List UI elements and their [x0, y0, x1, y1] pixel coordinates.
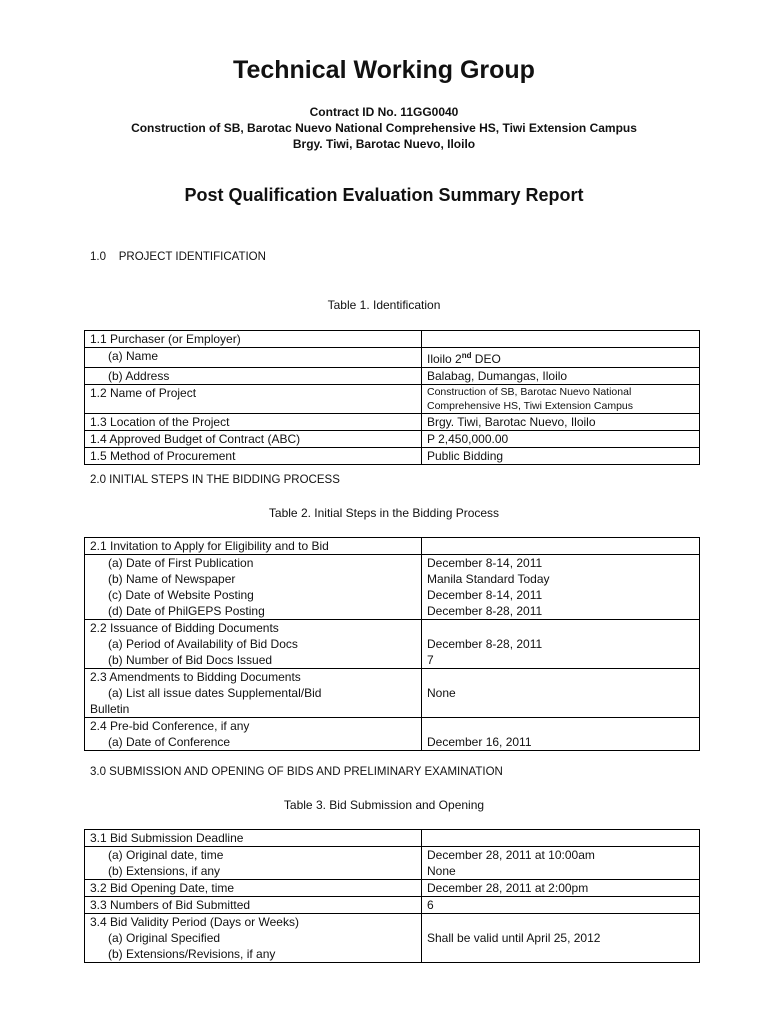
availability-label: (a) Period of Availability of Bid Docs [108, 637, 298, 651]
conference-value: December 16, 2011 [422, 718, 700, 751]
abc-value: P 2,450,000.00 [422, 431, 700, 448]
first-publication-label: (a) Date of First Publication [108, 556, 254, 570]
opening-label: 3.2 Bid Opening Date, time [85, 880, 422, 897]
deadline-label: 3.1 Bid Submission Deadline [85, 830, 422, 847]
validity-label: 3.4 Bid Validity Period (Days or Weeks) [90, 915, 299, 929]
table-row [85, 385, 700, 414]
location-value: Brgy. Tiwi, Barotac Nuevo, Iloilo [422, 414, 700, 431]
table-row [85, 555, 700, 620]
purchaser-label: 1.1 Purchaser (or Employer) [85, 331, 422, 348]
issuance-labels [85, 620, 422, 669]
name-label: (a) Name [85, 348, 422, 368]
contract-id: Contract ID No. 11GG0040 [309, 105, 459, 119]
extensions-value: None [427, 864, 456, 878]
philgeps-posting-label: (d) Date of PhilGEPS Posting [108, 604, 265, 618]
name-value-text: Iloilo 2 [427, 352, 462, 366]
issuance-values [422, 620, 700, 669]
table-row [85, 830, 700, 847]
table-row [85, 718, 700, 751]
prebid-label: 2.4 Pre-bid Conference, if any [90, 719, 250, 733]
conference-label: (a) Date of Conference [108, 735, 231, 749]
website-posting-label: (c) Date of Website Posting [108, 588, 254, 602]
table-3-caption: Table 3. Bid Submission and Opening [283, 798, 485, 812]
report-title: Post Qualification Evaluation Summary Report [184, 185, 584, 205]
philgeps-posting-value: December 8-28, 2011 [427, 604, 543, 618]
table-row [85, 448, 700, 465]
table-1-caption: Table 1. Identification [327, 298, 441, 312]
table-row [85, 331, 700, 348]
deadline-details-values [422, 847, 700, 880]
empty-cell [422, 538, 700, 555]
validity-labels [85, 914, 422, 963]
name-value-suffix: DEO [471, 352, 501, 366]
project-line: Construction of SB, Barotac Nuevo National Comprehensive HS, Tiwi Extension Campus [131, 121, 637, 135]
table-row [85, 620, 700, 669]
empty-cell [422, 331, 700, 348]
revisions-label: (b) Extensions/Revisions, if any [108, 947, 276, 961]
project-name-label: 1.2 Name of Project [85, 385, 422, 414]
project-name-value: Construction of SB, Barotac Nuevo National Comprehensive HS, Tiwi Extension Campus [422, 385, 700, 414]
table-row [85, 914, 700, 963]
table-row [85, 880, 700, 897]
supplemental-value: None [422, 669, 700, 718]
table-row [85, 669, 700, 718]
website-posting-value: December 8-14, 2011 [427, 588, 543, 602]
specified-value: Shall be valid until April 25, 2012 [422, 914, 700, 963]
opening-value: December 28, 2011 at 2:00pm [422, 880, 700, 897]
prebid-labels [85, 718, 422, 751]
docs-issued-value: 7 [427, 653, 434, 667]
document-title: Technical Working Group [233, 56, 535, 84]
submitted-label: 3.3 Numbers of Bid Submitted [85, 897, 422, 914]
section-2-heading: 2.0 INITIAL STEPS IN THE BIDDING PROCESS [90, 474, 340, 486]
bidding-process-table [84, 537, 700, 751]
supplemental-label-cont: Bulletin [90, 702, 130, 716]
method-value: Public Bidding [422, 448, 700, 465]
bid-submission-table [84, 829, 700, 963]
submitted-value: 6 [422, 897, 700, 914]
first-publication-value: December 8-14, 2011 [427, 556, 543, 570]
docs-issued-label: (b) Number of Bid Docs Issued [108, 653, 273, 667]
method-label: 1.5 Method of Procurement [85, 448, 422, 465]
availability-value: December 8-28, 2011 [427, 637, 543, 651]
original-date-label: (a) Original date, time [108, 848, 224, 862]
newspaper-label: (b) Name of Newspaper [108, 572, 236, 586]
location-line: Brgy. Tiwi, Barotac Nuevo, Iloilo [292, 137, 476, 151]
address-value: Balabag, Dumangas, Iloilo [422, 368, 700, 385]
empty-cell [422, 830, 700, 847]
name-value-sup: nd [461, 351, 472, 360]
table-row [85, 348, 700, 368]
identification-table [84, 330, 700, 465]
invitation-label: 2.1 Invitation to Apply for Eligibility and to Bid [85, 538, 422, 555]
issuance-label: 2.2 Issuance of Bidding Documents [90, 621, 279, 635]
amendments-labels [85, 669, 422, 718]
table-row [85, 368, 700, 385]
original-date-value: December 28, 2011 at 10:00am [427, 848, 595, 862]
deadline-details-labels [85, 847, 422, 880]
section-3-heading: 3.0 SUBMISSION AND OPENING OF BIDS AND PRELIMINARY EXAMINATION [90, 766, 503, 778]
address-label: (b) Address [85, 368, 422, 385]
table-row [85, 897, 700, 914]
specified-label: (a) Original Specified [108, 931, 221, 945]
name-value [422, 348, 700, 368]
newspaper-value: Manila Standard Today [427, 572, 550, 586]
table-row [85, 414, 700, 431]
section-1-heading: 1.0 PROJECT IDENTIFICATION [90, 251, 266, 263]
supplemental-label: (a) List all issue dates Supplemental/Bid [108, 686, 322, 700]
extensions-label: (b) Extensions, if any [108, 864, 221, 878]
table-row [85, 847, 700, 880]
table-2-caption: Table 2. Initial Steps in the Bidding Process [268, 506, 500, 520]
invitation-details-values [422, 555, 700, 620]
invitation-details-labels [85, 555, 422, 620]
table-row [85, 538, 700, 555]
location-label: 1.3 Location of the Project [85, 414, 422, 431]
abc-label: 1.4 Approved Budget of Contract (ABC) [85, 431, 422, 448]
table-row [85, 431, 700, 448]
amendments-label: 2.3 Amendments to Bidding Documents [90, 670, 301, 684]
